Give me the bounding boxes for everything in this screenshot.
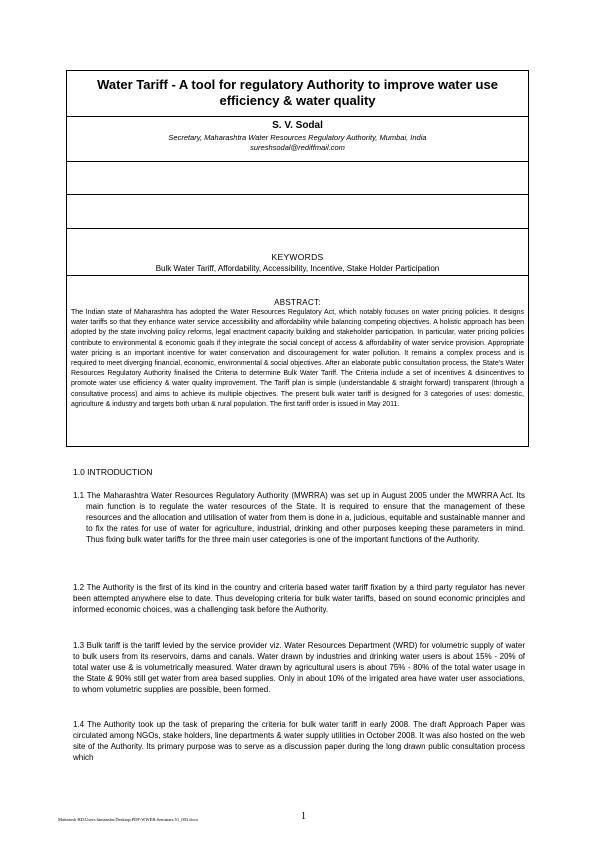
abstract-box [66, 275, 529, 447]
keywords-heading: KEYWORDS [271, 252, 324, 262]
keywords-box [66, 228, 529, 276]
author-email: sureshsodal@rediffmail.com [250, 143, 345, 152]
abstract-text: The Indian state of Maharashtra has adopted the Water Resources Regulatory Act, which notably focuses on water pricing policies. It designs water tariffs so that they enhance water service accessibility and affordability while balancing competing objectives. A holistic approach has been adopted by the state involving policy reforms, legal enactment capacity building and stakeholder participation. In particular, water pricing policies contribute to environmental & economic goals if they integrate the social concept of access & affordability of water service provision. Appropriate water pricing is an important incentive for water conservation and discouragement for water pollution. It remains a complex process and is required to meet diverging financial, economic, environmental & social objectives. After an elaborate public consultation process, the State's Water Resources Regulatory Authority finalised the Criteria to determine Bulk Water Tariff. The Criteria include a set of incentives & disincentives to promote water use efficiency & water quality improvement. The Tariff plan is simple (understandable & straight forward) transparent (through a consultative process) and aims to achieve its multiple objectives. The present bulk water tariff is designed for 3 categories of uses: domestic, agriculture & industry and targets both urban & rural population. The first tariff order is issued in May 2011. [71, 309, 524, 408]
author-affiliation: Secretary, Maharashtra Water Resources Regulatory Authority, Mumbai, India [168, 133, 427, 142]
author-name: S. V. Sodal [272, 120, 323, 131]
paragraph-1-1: 1.1 The Maharashtra Water Resources Regulatory Authority (MWRRA) was set up in August 2005 under the MWRRA Act. Its main function is to regulate the water resources of the State. It is required to ensure that the management of these resources and the allocation and utilisation of water from them is done in a, judicious, equitable and sustainable manner and to fix the rates for use of water for agriculture, industrial, drinking and other purposes keeping these parameters in mind. Thus fixing bulk water tariffs for the three main user categories is one of the important functions of the Authority. [73, 491, 525, 544]
paragraph-1-2: 1.2 The Authority is the first of its kind in the country and criteria based water tariff fixation by a third party regulator has never been attempted anywhere else to date. Thus developing criteria for bulk water tariffs, based on sound economic principles and informed economic choices, was a challenging task before the Authority. [73, 583, 525, 614]
blank-row-1 [66, 161, 529, 195]
abstract-heading: ABSTRACT: [274, 298, 321, 307]
paragraph-1-4: 1.4 The Authority took up the task of preparing the criteria for bulk water tariff in early 2008. The draft Approach Paper was circulated among NGOs, stake holders, line departments & water supply utilities in October 2008. It was also hosted on the web site of the Authority. Its primary purpose was to serve as a discussion paper during the long drawn public consultation process which [73, 720, 525, 762]
footer-file-path: Mattntosh HD:Users:himanshu:Desktop:PDF:WWER:Seminars:51_003.docx [58, 817, 198, 822]
title-box [66, 70, 529, 117]
section-heading: 1.0 INTRODUCTION [73, 467, 153, 477]
paper-title: Water Tariff - A tool for regulatory Authority to improve water use efficiency & water quality [97, 77, 498, 108]
paragraph-1-3: 1.3 Bulk tariff is the tariff levied by the service provider viz. Water Resources Department (WRD) for volumetric supply of water to bulk users from its reservoirs, dams and canals. Water drawn by industries and drinking water users is about 15% - 20% of total water use & is volumetrically measured. Water drawn by agricultural users is about 75% - 80% of the total water usage in the State & 90% still get water from area based supplies. Only in about 10% of the irrigated area have water user associations, to whom volumetric supplies are possible, been formed. [73, 641, 525, 694]
page-number: 1 [301, 811, 306, 822]
author-box [66, 116, 529, 162]
keywords-list: Bulk Water Tariff, Affordability, Accessibility, Incentive, Stake Holder Participation [155, 264, 440, 273]
blank-row-2 [66, 194, 529, 229]
